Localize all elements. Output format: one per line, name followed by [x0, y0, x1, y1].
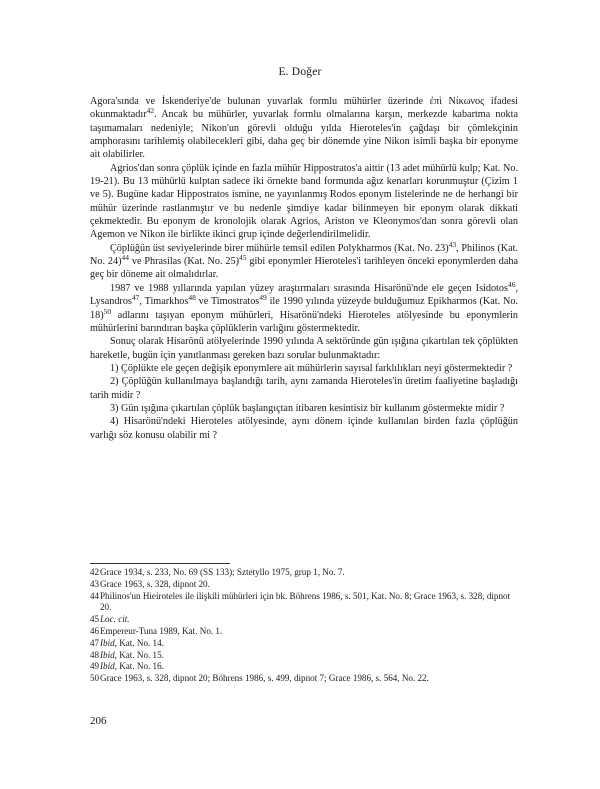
- paragraph: [90, 415, 518, 442]
- footnote: [90, 579, 518, 591]
- footnote-number: 43: [90, 578, 99, 589]
- footnote: [90, 650, 518, 662]
- page-number: 206: [90, 715, 107, 727]
- footnote: [90, 567, 518, 579]
- text-run: gibi eponymler Hieroteles'i tarihleyen önceki eponymlerden daha geç bir döneme ait olmalıdırlar.: [90, 256, 518, 281]
- footnote-number: 42: [90, 567, 99, 577]
- text-run: Agora'sında ve İskenderiye'de bulunan yuvarlak formlu mühürler üzerinde ἐπὶ Νίκωνος ifadesi okunmaktadır: [90, 96, 518, 121]
- text-run: . Ancak bu mühürler, yuvarlak formlu olmalarına karşın, merkezde kabartma nokta taşımamaları nedeniyle; Nikon'un görevli olduğu yılda Hieroteles'in çağdaşı bir çömlekçinin amphorasını tarihlemiş olabilecekleri gibi, daha geç bir dönemde yine Nikon isimli başka bir eponyme ait olabilirler.: [90, 109, 518, 161]
- footnote-ref: 49: [259, 293, 267, 303]
- footnote: [90, 626, 518, 638]
- text-run: Grace 1963, s. 328, dipnot 20.: [100, 578, 210, 589]
- text-run: ve Phrasilas (Kat. No. 25): [128, 256, 239, 268]
- footnote-ref: 48: [188, 293, 196, 303]
- italic-text: Ibid: [100, 661, 115, 672]
- footnote-ref: 45: [239, 253, 247, 263]
- text-run: Agrios'dan sonra çöplük içinde en fazla mühür Hippostratos'a aittir (13 adet mühürlü kulp; Kat. No. 19-21). Bu 13 mühürlü kulptan sadece iki örnekte band formunda ağız kenarları korunmuştur (Çizim 1 ve 5). Bugüne kadar Hippostratos ismine, ne yayınlanmış Rodos eponym listelerinde ne de herhangi bir mühür üzerinde rastlanmıştır ve bu nedenle şimdiye kadar bilinmeyen bir eponym olarak dikkati çekmektedir. Bu eponym de kronolojik olarak Agrios, Ariston ve Kleonymos'dan sonra görevli olan Agemon ve Nikon ile birlikte ikinci grup içinde değerlendirilmelidir.: [90, 162, 518, 241]
- footnotes: [90, 567, 518, 685]
- footnote-ref: 44: [121, 253, 129, 263]
- paragraph: [90, 362, 518, 375]
- footnote-ref: 42: [146, 106, 155, 116]
- footnote-text: [100, 650, 518, 662]
- footnote-text: [100, 567, 518, 579]
- footnote-text: [100, 614, 518, 626]
- text-run: adlarını taşıyan eponym mühürleri, Hisarönü'ndeki Hieroteles atölyesinde bu eponymlerin mühürlerini barındıran başka çöplüklerin varlığını göstermektedir.: [90, 309, 518, 334]
- paragraph: [90, 162, 518, 242]
- paragraph: [90, 375, 518, 402]
- footnote-divider: [90, 563, 230, 564]
- text-run: , Lysandros: [90, 282, 518, 308]
- text-run: 1) Çöplükte ele geçen değişik eponymlere ait mühürlerin sayısal farklılıkları neyi göstermektedir ?: [110, 362, 513, 374]
- footnote-number: 45: [90, 614, 99, 625]
- footnote-number: 44: [90, 590, 99, 601]
- footnote-number: 46: [90, 625, 99, 636]
- text-run: , Kat. No. 16.: [114, 661, 164, 672]
- footnote: [90, 614, 518, 626]
- text-run: ile 1990 yılında yüzeyde bulduğumuz Epikharmos (Kat. No. 18): [90, 296, 518, 321]
- paragraph: [90, 402, 518, 415]
- footnote-text: [100, 673, 518, 685]
- text-run: Philinos'un Hieiroteles ile ilişkili mühürleri için bk. Böhrens 1986, s. 501, Kat. No. 8; Grace 1963, s. 328, dipnot 20.: [100, 590, 511, 613]
- text-run: ve Timostratos: [195, 296, 260, 308]
- footnote-ref: 46: [507, 279, 516, 289]
- footnote: [90, 673, 518, 685]
- footnote: [90, 638, 518, 650]
- italic-text: Loc. cit.: [100, 614, 130, 625]
- footnote-text: [100, 661, 518, 673]
- text-run: Grace 1934, s. 233, No. 69 (SS 133); Sztetyllo 1975, grup 1, No. 7.: [100, 567, 345, 577]
- italic-text: Ibid: [100, 649, 115, 660]
- footnote-text: [100, 626, 518, 638]
- text-run: Empereur-Tuna 1989, Kat. No. 1.: [100, 625, 223, 636]
- footnote: [90, 661, 518, 673]
- running-header: E. Doğer: [278, 66, 322, 78]
- text-run: , Timarkhos: [139, 296, 189, 308]
- italic-text: Ibid: [100, 637, 115, 648]
- paragraph: [90, 335, 518, 362]
- text-run: 2) Çöplüğün kullanılmaya başlandığı tarih, aynı zamanda Hieroteles'in üretim faaliyetine başladığı tarih midir ?: [90, 376, 518, 401]
- text-run: , Kat. No. 15.: [114, 649, 164, 660]
- text-run: 3) Gün ışığına çıkartılan çöplük başlangıçtan itibaren kesintisiz bir kullanım göstermekte midir ?: [110, 402, 505, 414]
- footnote-number: 48: [90, 649, 99, 660]
- footnote-number: 49: [90, 661, 99, 672]
- paragraph: [90, 279, 518, 335]
- text-run: Çöplüğün üst seviyelerinde birer mühürle temsil edilen Polykharmos (Kat. No. 23): [110, 242, 449, 254]
- text-run: 1987 ve 1988 yıllarında yapılan yüzey araştırmaları sırasında Hisarönü'nde ele geçen Isidotos: [110, 282, 508, 294]
- text-run: , Philinos (Kat. No. 24): [90, 242, 518, 268]
- footnote-text: [100, 591, 518, 615]
- footnote-number: 47: [90, 637, 99, 648]
- footnote-ref: 50: [103, 306, 112, 316]
- footnote: [90, 591, 518, 615]
- text-run: , Kat. No. 14.: [114, 637, 164, 648]
- footnote-number: 50: [90, 673, 99, 684]
- footnote-ref: 47: [131, 293, 140, 303]
- footnote-ref: 43: [448, 239, 457, 249]
- text-run: 4) Hisarönü'ndeki Hieroteles atölyesinde, aynı dönem içinde kullanılan birden fazla çöplüğün varlığı söz konusu olabilir mi ?: [90, 416, 518, 441]
- footnote-text: [100, 638, 518, 650]
- paragraph: [90, 95, 518, 162]
- text-run: Grace 1963, s. 328, dipnot 20; Böhrens 1986, s. 499, dipnot 7; Grace 1986, s. 564, No. 22.: [100, 673, 429, 684]
- text-run: Sonuç olarak Hisarönü atölyelerinde 1990 yılında A sektöründe gün ışığına çıkartılan tek çöplükten hareketle, bugün için yanıtlanması gereken bazı sorular bulunmaktadır:: [90, 336, 518, 361]
- body-text: [90, 95, 518, 442]
- footnote-text: [100, 579, 518, 591]
- paragraph: [90, 239, 518, 282]
